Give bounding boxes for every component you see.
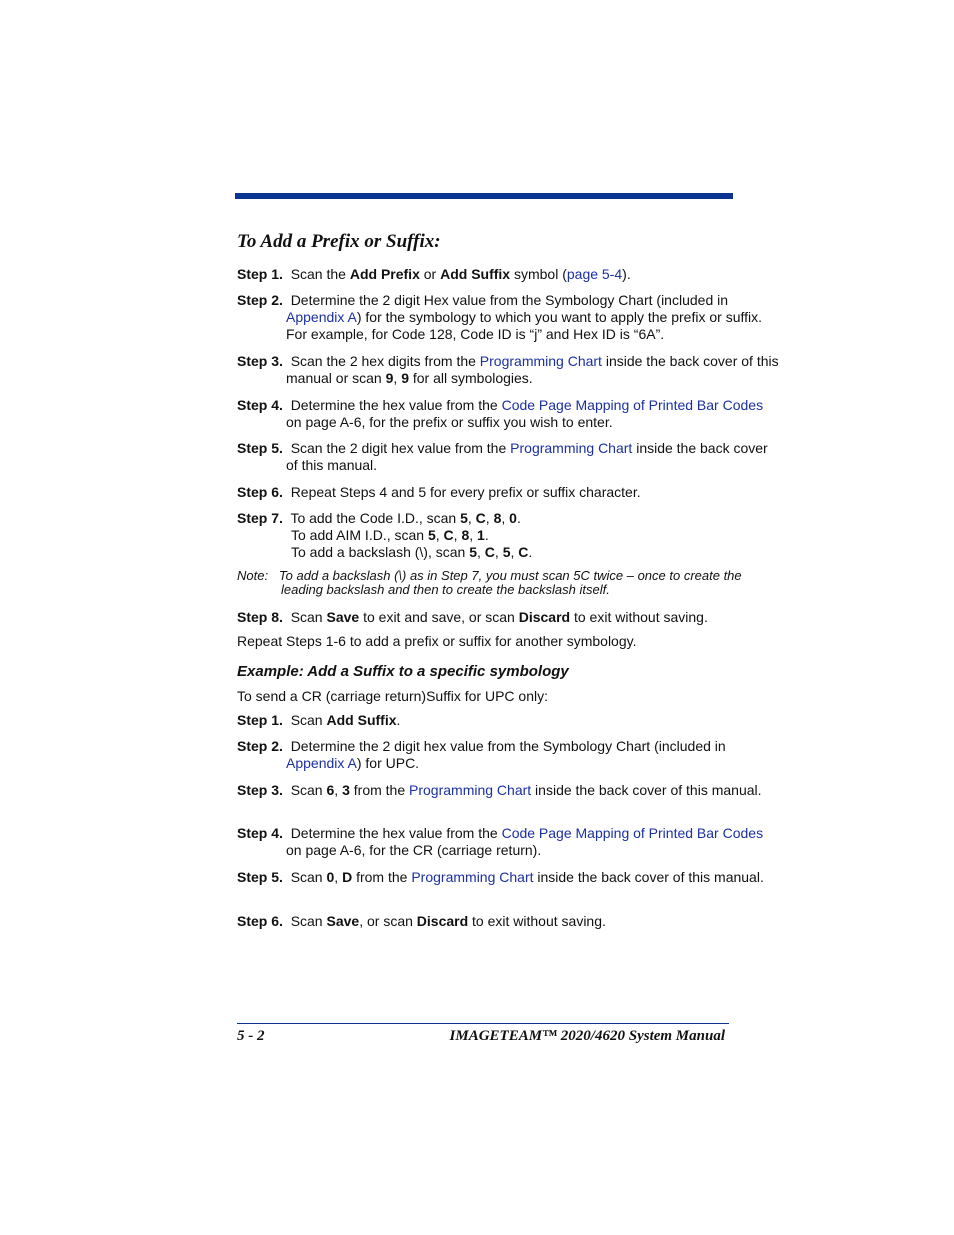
repeat-instruction: Repeat Steps 1-6 to add a prefix or suffix for another symbology. xyxy=(237,633,637,649)
step-text: To add the Code I.D., scan xyxy=(290,510,461,526)
step-label: Step 5. xyxy=(237,869,283,885)
appendix-a-link[interactable]: Appendix A xyxy=(286,309,357,325)
add-suffix-label: Add Suffix xyxy=(440,266,511,282)
step-text: Scan the 2 hex digits from the xyxy=(290,353,480,369)
step-text: on page A-6, for the CR (carriage return). xyxy=(286,842,542,858)
step-label: Step 3. xyxy=(237,353,283,369)
bold-digit: 8 xyxy=(493,510,502,526)
step-label: Step 7. xyxy=(237,510,283,526)
step-text: to exit without saving. xyxy=(468,913,606,929)
step-text: Scan xyxy=(290,913,327,929)
step-label: Step 6. xyxy=(237,484,283,500)
step-label: Step 8. xyxy=(237,609,283,625)
bold-digit: 9 xyxy=(385,370,394,386)
separator: , xyxy=(485,510,494,526)
step-text: Scan xyxy=(290,869,327,885)
bold-digit: 6 xyxy=(326,782,335,798)
bold-digit: 9 xyxy=(401,370,409,386)
step-text: Scan the 2 digit hex value from the xyxy=(290,440,511,456)
step-label: Step 2. xyxy=(237,292,283,308)
bold-digit: 8 xyxy=(461,527,470,543)
example-intro: To send a CR (carriage return)Suffix for UPC only: xyxy=(237,688,548,704)
note-label: Note: xyxy=(237,568,269,583)
save-label: Save xyxy=(326,913,360,929)
bold-digit: D xyxy=(342,869,353,885)
step-5 xyxy=(237,440,781,474)
step-text: Scan xyxy=(290,782,327,798)
step-text: inside the back cover of this manual. xyxy=(531,782,762,798)
bold-digit: 3 xyxy=(342,782,350,798)
step-text: Determine the hex value from the xyxy=(290,825,502,841)
step-text: symbol ( xyxy=(510,266,567,282)
step-text: from the xyxy=(349,782,410,798)
step-4 xyxy=(237,397,781,431)
step-3 xyxy=(237,353,781,387)
step-text: ) for UPC. xyxy=(356,755,420,771)
step-text: . xyxy=(396,712,401,728)
example-heading: Example: Add a Suffix to a specific symbology xyxy=(237,663,569,680)
programming-chart-link[interactable]: Programming Chart xyxy=(510,440,633,456)
note-text: To add a backslash (\) as in Step 7, you must scan 5C twice – once to create the leading backslash and then to create the backslash itself. xyxy=(278,568,742,597)
footer-rule xyxy=(237,1023,729,1024)
discard-label: Discard xyxy=(416,913,469,929)
section-heading: To Add a Prefix or Suffix: xyxy=(237,231,441,252)
example-step-3 xyxy=(237,782,781,799)
bold-digit: 1 xyxy=(477,527,485,543)
bold-digit: C xyxy=(484,544,495,560)
step-text: or xyxy=(419,266,441,282)
example-step-1 xyxy=(237,712,781,729)
step-text: from the xyxy=(352,869,412,885)
step-text: , xyxy=(393,370,402,386)
step-1 xyxy=(237,266,781,283)
separator: , xyxy=(501,510,510,526)
step-text: Determine the 2 digit Hex value from the Symbology Chart (included in xyxy=(290,292,729,308)
step-text: inside the back cover of this manual or scan xyxy=(286,353,779,386)
step-2 xyxy=(237,292,781,343)
step-label: Step 5. xyxy=(237,440,283,456)
separator: , xyxy=(334,869,343,885)
bold-digit: C xyxy=(475,510,486,526)
step-text: Scan xyxy=(290,609,327,625)
step-text: To add AIM I.D., scan xyxy=(291,527,428,543)
programming-chart-link[interactable]: Programming Chart xyxy=(409,782,532,798)
note xyxy=(237,569,776,597)
example-step-5 xyxy=(237,869,781,886)
step-label: Step 2. xyxy=(237,738,283,754)
page-5-4-link[interactable]: page 5-4 xyxy=(566,266,623,282)
step-6 xyxy=(237,484,781,501)
step-text: Scan xyxy=(290,712,327,728)
step-text: , or scan xyxy=(359,913,417,929)
step-text: Repeat Steps 4 and 5 for every prefix or suffix character. xyxy=(290,484,641,500)
bold-digit: C xyxy=(518,544,529,560)
separator: , xyxy=(453,527,462,543)
add-suffix-label: Add Suffix xyxy=(326,712,397,728)
bold-digit: 5 xyxy=(460,510,468,526)
bold-digit: C xyxy=(443,527,454,543)
separator: , xyxy=(467,510,476,526)
step-text: on page A-6, for the prefix or suffix you wish to enter. xyxy=(286,414,613,430)
step-label: Step 6. xyxy=(237,913,283,929)
separator: . xyxy=(484,527,489,543)
step-label: Step 1. xyxy=(237,712,283,728)
step-8 xyxy=(237,609,781,626)
separator: . xyxy=(516,510,521,526)
step-text: for all symbologies. xyxy=(408,370,533,386)
separator: , xyxy=(469,527,478,543)
step-text: inside the back cover of this manual. xyxy=(286,440,768,473)
step-text: Scan the xyxy=(290,266,350,282)
save-label: Save xyxy=(326,609,360,625)
example-step-6 xyxy=(237,913,781,930)
separator: , xyxy=(510,544,519,560)
code-page-mapping-link[interactable]: Code Page Mapping of Printed Bar Codes xyxy=(501,825,764,841)
programming-chart-link[interactable]: Programming Chart xyxy=(479,353,602,369)
step-text: To add a backslash (\), scan xyxy=(291,544,470,560)
example-step-2 xyxy=(237,738,781,772)
step-text: to exit without saving. xyxy=(570,609,708,625)
separator: . xyxy=(528,544,533,560)
step-label: Step 3. xyxy=(237,782,283,798)
discard-label: Discard xyxy=(518,609,571,625)
step-label: Step 1. xyxy=(237,266,283,282)
manual-title: IMAGETEAM™ 2020/4620 System Manual xyxy=(449,1028,725,1044)
step-text: ) for the symbology to which you want to apply the prefix or suffix. For example, for Code 128, Code ID is “j” and Hex ID is “6A”. xyxy=(286,309,763,342)
separator: , xyxy=(494,544,503,560)
add-prefix-label: Add Prefix xyxy=(349,266,420,282)
bold-digit: 5 xyxy=(427,527,436,543)
bold-digit: 0 xyxy=(326,869,335,885)
code-page-mapping-link[interactable]: Code Page Mapping of Printed Bar Codes xyxy=(501,397,764,413)
step-label: Step 4. xyxy=(237,397,283,413)
bold-digit: 0 xyxy=(509,510,517,526)
step-7 xyxy=(237,510,732,561)
step-text: inside the back cover of this manual. xyxy=(533,869,764,885)
header-rule xyxy=(235,193,733,199)
separator: , xyxy=(435,527,444,543)
step-text: ). xyxy=(622,266,631,282)
separator: , xyxy=(334,782,343,798)
separator: , xyxy=(477,544,485,560)
appendix-a-link[interactable]: Appendix A xyxy=(286,755,357,771)
bold-digit: 5 xyxy=(469,544,477,560)
page-number: 5 - 2 xyxy=(237,1028,265,1044)
step-label: Step 4. xyxy=(237,825,283,841)
step-text: to exit and save, or scan xyxy=(359,609,519,625)
step-text: Determine the 2 digit hex value from the Symbology Chart (included in xyxy=(290,738,726,754)
bold-digit: 5 xyxy=(502,544,511,560)
programming-chart-link[interactable]: Programming Chart xyxy=(411,869,534,885)
example-step-4 xyxy=(237,825,781,859)
step-text: Determine the hex value from the xyxy=(290,397,502,413)
